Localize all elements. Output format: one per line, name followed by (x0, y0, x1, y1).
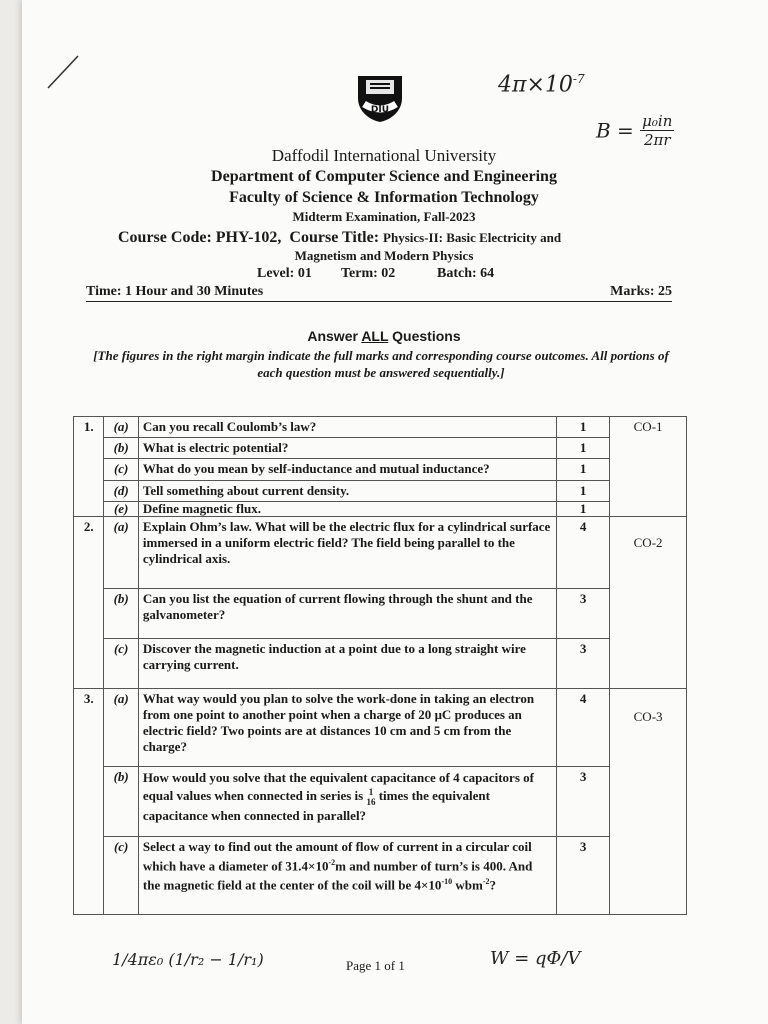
pen-stroke (44, 52, 84, 92)
handwritten-note-bottom-left: 1/4πε₀ (1/r₂ − 1/r₁) (112, 950, 264, 969)
part-label: (c) (104, 639, 138, 689)
table-row (74, 417, 687, 438)
part-marks: 4 (557, 517, 610, 589)
part-label: (b) (104, 589, 138, 639)
part-marks: 1 (557, 459, 610, 481)
question-number: 3. (74, 689, 104, 915)
part-marks: 4 (557, 689, 610, 767)
part-marks: 3 (557, 589, 610, 639)
part-marks: 3 (557, 767, 610, 837)
question-text: Select a way to find out the amount of flow of current in a circular coil which have a diameter of $31.4\times 10^{-2}m$ and number of turn’s is 400. And the magnetic field at the center of the coil will be $4\times 10^{-10}$ wbm$^{-2}$? (138, 837, 556, 915)
instructions-note: [The figures in the right margin indicate the full marks and corresponding course outcomes. All portions of each question must be answered sequentially.] (93, 348, 669, 380)
question-text: Can you list the equation of current flowing through the shunt and the galvanometer? (138, 589, 556, 639)
table-row (74, 639, 687, 689)
part-label: (d) (104, 481, 138, 502)
table-row (74, 589, 687, 639)
part-marks: 3 (557, 639, 610, 689)
time-marks-line (86, 284, 672, 302)
table-row (74, 502, 687, 517)
course-title-label: Course Title: (289, 229, 380, 246)
department-name: Department of Computer Science and Engineering (211, 168, 557, 185)
part-marks: 1 (557, 481, 610, 502)
part-label: (b) (104, 767, 138, 837)
term: Term: 02 (341, 266, 396, 281)
handwritten-formula: B = $\frac{\text{μ₀in}}{2\pi r}$ (596, 112, 673, 149)
question-text: Explain Ohm’s law. What will be the electric flux for a cylindrical surface immersed in a uniform electric field? The field being parallel to the cylindrical axis. (138, 517, 556, 589)
handwritten-note-top: $4\pi\times 10^{-7}$ (498, 72, 585, 98)
table-row (74, 517, 687, 589)
table-row (74, 689, 687, 767)
question-text: Tell something about current density. (138, 481, 556, 502)
course-outcome: CO-1 (610, 417, 687, 517)
question-number: 1. (74, 417, 104, 517)
handwritten-note-bottom-right: W = qΦ/V (490, 948, 581, 969)
course-title-part2: Magnetism and Modern Physics (294, 248, 474, 263)
university-name: Daffodil International University (271, 146, 497, 165)
part-label: (a) (104, 417, 138, 438)
exam-time: Time: 1 Hour and 30 Minutes (86, 284, 264, 299)
total-marks: Marks: 25 (610, 284, 672, 299)
question-text: How would you solve that the equivalent capacitance of 4 capacitors of equal values when connected in series is 1 16 times the equivalent capacitance when connected in parallel? (138, 767, 556, 837)
course-line (118, 229, 561, 247)
part-label: (b) (104, 438, 138, 459)
table-row (74, 459, 687, 481)
svg-text:DIU: DIU (370, 105, 390, 115)
part-marks: 1 (557, 502, 610, 517)
question-text: Discover the magnetic induction at a point due to a long straight wire carrying current. (138, 639, 556, 689)
part-label: (c) (104, 837, 138, 915)
part-label: (a) (104, 689, 138, 767)
exam-title: Midterm Examination, Fall-2023 (292, 209, 476, 224)
course-code: Course Code: PHY-102, (118, 229, 282, 246)
course-outcome: CO-2 (610, 517, 687, 689)
question-text: Define magnetic flux. (138, 502, 556, 517)
question-text: Can you recall Coulomb’s law? (138, 417, 556, 438)
university-logo (352, 72, 408, 124)
part-marks: 1 (557, 417, 610, 438)
table-row (74, 438, 687, 459)
questions-table (73, 416, 687, 915)
level: Level: 01 (257, 266, 312, 281)
table-row (74, 481, 687, 502)
table-row (74, 837, 687, 915)
question-number: 2. (74, 517, 104, 689)
question-text: What is electric potential? (138, 438, 556, 459)
course-title-part1: Physics-II: Basic Electricity and (383, 230, 562, 245)
part-marks: 3 (557, 837, 610, 915)
part-label: (e) (104, 502, 138, 517)
question-text: What way would you plan to solve the work-done in taking an electron from one point to another point when a charge of 20 μC produces an electric field? Two points are at distances 10 cm and 5 cm from the charge? (138, 689, 556, 767)
table-row (74, 767, 687, 837)
question-text: What do you mean by self-inductance and mutual inductance? (138, 459, 556, 481)
part-label: (c) (104, 459, 138, 481)
part-label: (a) (104, 517, 138, 589)
faculty-name: Faculty of Science & Information Technology (229, 189, 539, 206)
page-number: Page 1 of 1 (346, 958, 405, 973)
batch: Batch: 64 (437, 266, 495, 281)
part-marks: 1 (557, 438, 610, 459)
answer-heading: Answer ALL Questions (307, 328, 461, 344)
course-outcome: CO-3 (610, 689, 687, 915)
